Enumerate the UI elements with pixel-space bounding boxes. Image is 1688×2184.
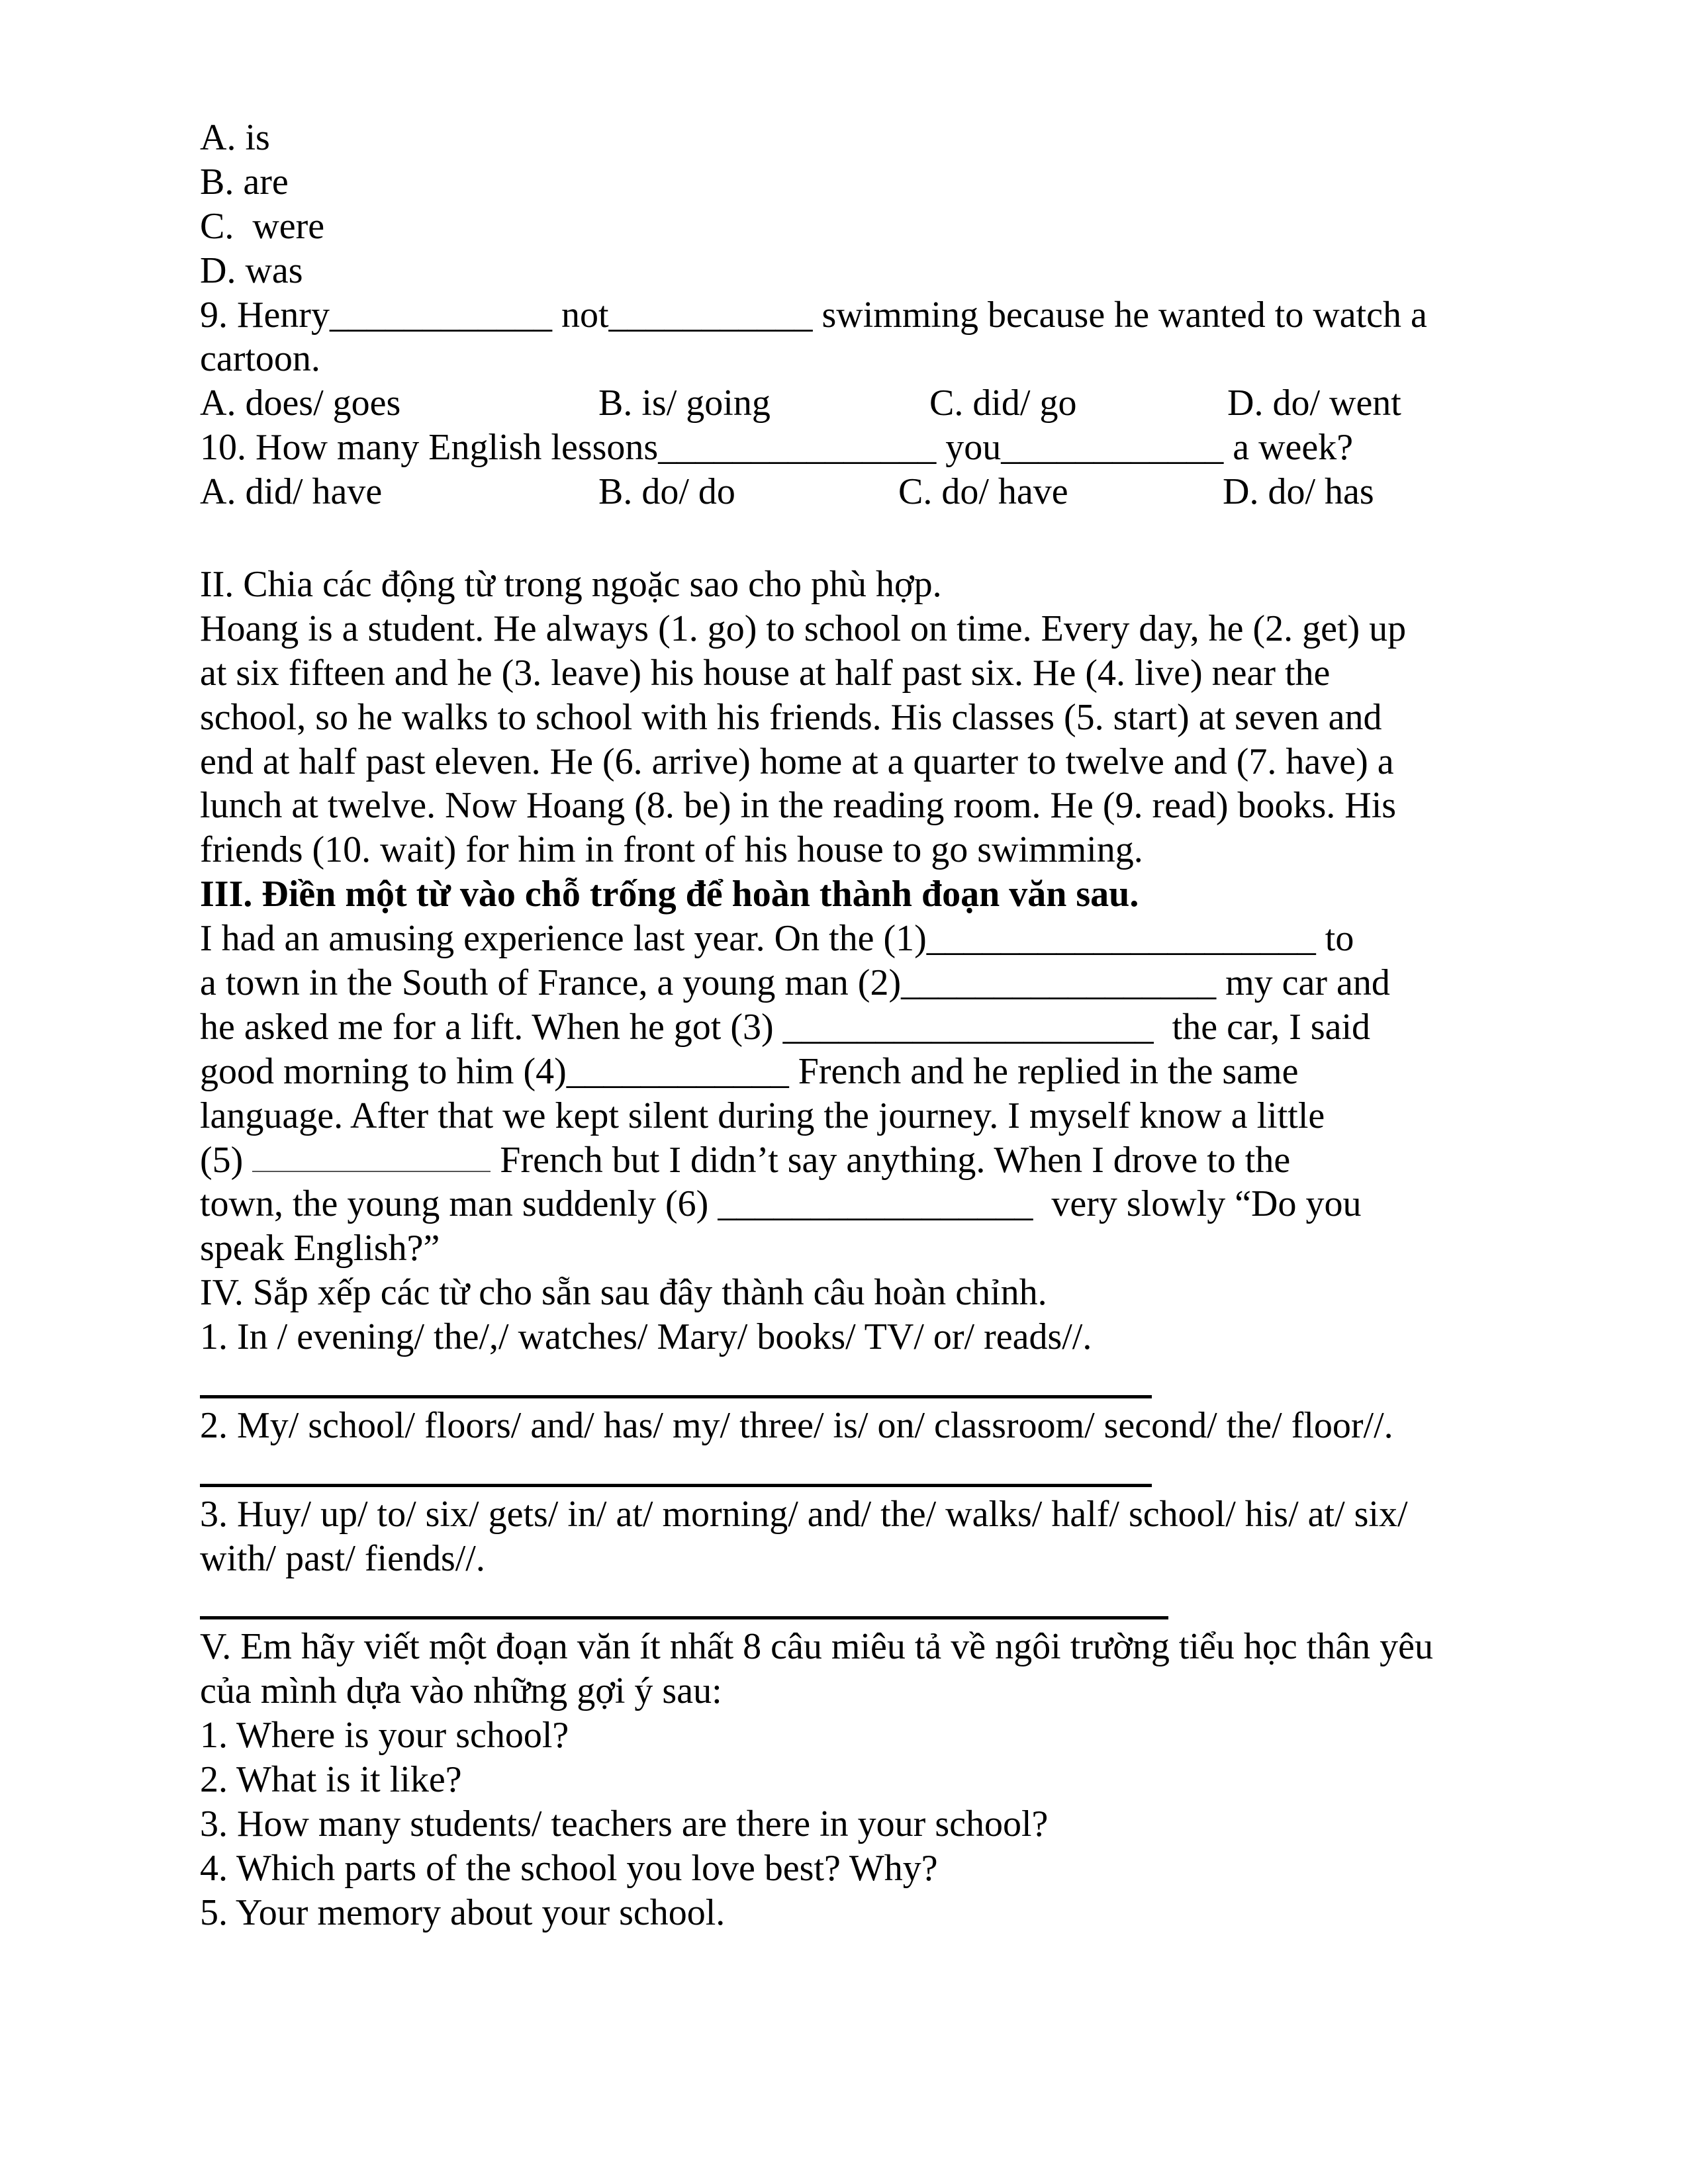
section-4-item-2: 2. My/ school/ floors/ and/ has/ my/ three/ is/ on/ classroom/ second/ the/ floor//.	[200, 1404, 1393, 1446]
q9-option-c: C. did/ go	[929, 383, 1077, 424]
q8-option-d: D. was	[200, 250, 303, 291]
section-spacer	[200, 514, 1524, 563]
section-2-paragraph-line: friends (10. wait) for him in front of his house to go swimming.	[200, 829, 1143, 871]
section-2-paragraph-line: at six fifteen and he (3. leave) his house at half past six. He (4. live) near the	[200, 652, 1331, 694]
q9-stem-continued: cartoon.	[200, 338, 320, 380]
section-5-heading-continued: của mình dựa vào những gợi ý sau:	[200, 1670, 722, 1712]
q8-option-c: C. were	[200, 205, 325, 247]
section-4-item-1: 1. In / evening/ the/,/ watches/ Mary/ books/ TV/ or/ reads//.	[200, 1316, 1092, 1358]
q9-stem: 9. Henry____________ not___________ swimming because he wanted to watch a	[200, 294, 1427, 336]
section-5-prompt: 4. Which parts of the school you love best? Why?	[200, 1847, 938, 1889]
q10-option-c: C. do/ have	[898, 471, 1068, 513]
answer-rule	[200, 1616, 1168, 1619]
section-3-paragraph-line: a town in the South of France, a young man (2)_________________ my car and	[200, 962, 1390, 1004]
section-5-prompt: 2. What is it like?	[200, 1759, 462, 1801]
section-3-paragraph-line: good morning to him (4)____________ French and he replied in the same	[200, 1050, 1299, 1092]
q10-option-d: D. do/ has	[1223, 471, 1374, 513]
section-4-heading: IV. Sắp xếp các từ cho sẵn sau đây thành câu hoàn chỉnh.	[200, 1272, 1047, 1314]
answer-line-3[interactable]	[200, 1581, 1524, 1625]
q10-options	[200, 470, 1524, 514]
section-2-paragraph-line: end at half past eleven. He (6. arrive) home at a quarter to twelve and (7. have) a	[200, 741, 1394, 782]
section-2-paragraph-line: Hoang is a student. He always (1. go) to school on time. Every day, he (2. get) up	[200, 608, 1407, 649]
blank-5-label: (5)	[200, 1139, 244, 1181]
q8-option-a: A. is	[200, 117, 270, 158]
section-3-paragraph-line: he asked me for a lift. When he got (3) ____________________ the car, I said	[200, 1006, 1371, 1048]
section-2-heading: II. Chia các động từ trong ngoặc sao cho phù hợp.	[200, 564, 942, 606]
worksheet-page	[200, 116, 1524, 1935]
q10-option-a: A. did/ have	[200, 471, 383, 513]
answer-rule	[200, 1395, 1152, 1398]
section-3-paragraph-line: language. After that we kept silent during the journey. I myself know a little	[200, 1095, 1325, 1136]
section-3-paragraph-line-5	[200, 1138, 1524, 1183]
q10-stem: 10. How many English lessons_______________ you____________ a week?	[200, 427, 1354, 469]
section-3-heading: III. Điền một từ vào chỗ trống để hoàn thành đoạn văn sau.	[200, 874, 1139, 915]
section-4-item-3-continued: with/ past/ fiends//.	[200, 1537, 485, 1579]
q8-option-b: B. are	[200, 161, 289, 203]
section-3-paragraph-line: town, the young man suddenly (6) _________________ very slowly “Do you	[200, 1183, 1362, 1225]
q10-option-b: B. do/ do	[598, 471, 735, 513]
q9-option-b: B. is/ going	[598, 383, 771, 424]
section-3-paragraph-line: speak English?”	[200, 1228, 440, 1269]
section-5-heading: V. Em hãy viết một đoạn văn ít nhất 8 câu miêu tả về ngôi trường tiểu học thân yêu	[200, 1626, 1433, 1668]
blank-5-suffix: French but I didn’t say anything. When I drove to the	[500, 1139, 1291, 1181]
section-5-prompt: 5. Your memory about your school.	[200, 1891, 726, 1933]
section-5-prompt: 3. How many students/ teachers are there in your school?	[200, 1803, 1049, 1844]
section-2-paragraph-line: lunch at twelve. Now Hoang (8. be) in the reading room. He (9. read) books. His	[200, 785, 1397, 827]
section-3-paragraph-line: I had an amusing experience last year. On the (1)_____________________ to	[200, 918, 1354, 960]
answer-rule	[200, 1484, 1152, 1487]
answer-line-1[interactable]	[200, 1359, 1524, 1404]
answer-line-2[interactable]	[200, 1448, 1524, 1492]
section-4-item-3: 3. Huy/ up/ to/ six/ gets/ in/ at/ morning/ and/ the/ walks/ half/ school/ his/ at/ six/	[200, 1493, 1408, 1535]
blank-5-field[interactable]	[252, 1171, 491, 1172]
section-5-prompt: 1. Where is your school?	[200, 1715, 569, 1756]
q9-options	[200, 381, 1524, 426]
section-2-paragraph-line: school, so he walks to school with his friends. His classes (5. start) at seven and	[200, 696, 1382, 738]
q9-option-a: A. does/ goes	[200, 383, 401, 424]
q9-option-d: D. do/ went	[1227, 383, 1401, 424]
